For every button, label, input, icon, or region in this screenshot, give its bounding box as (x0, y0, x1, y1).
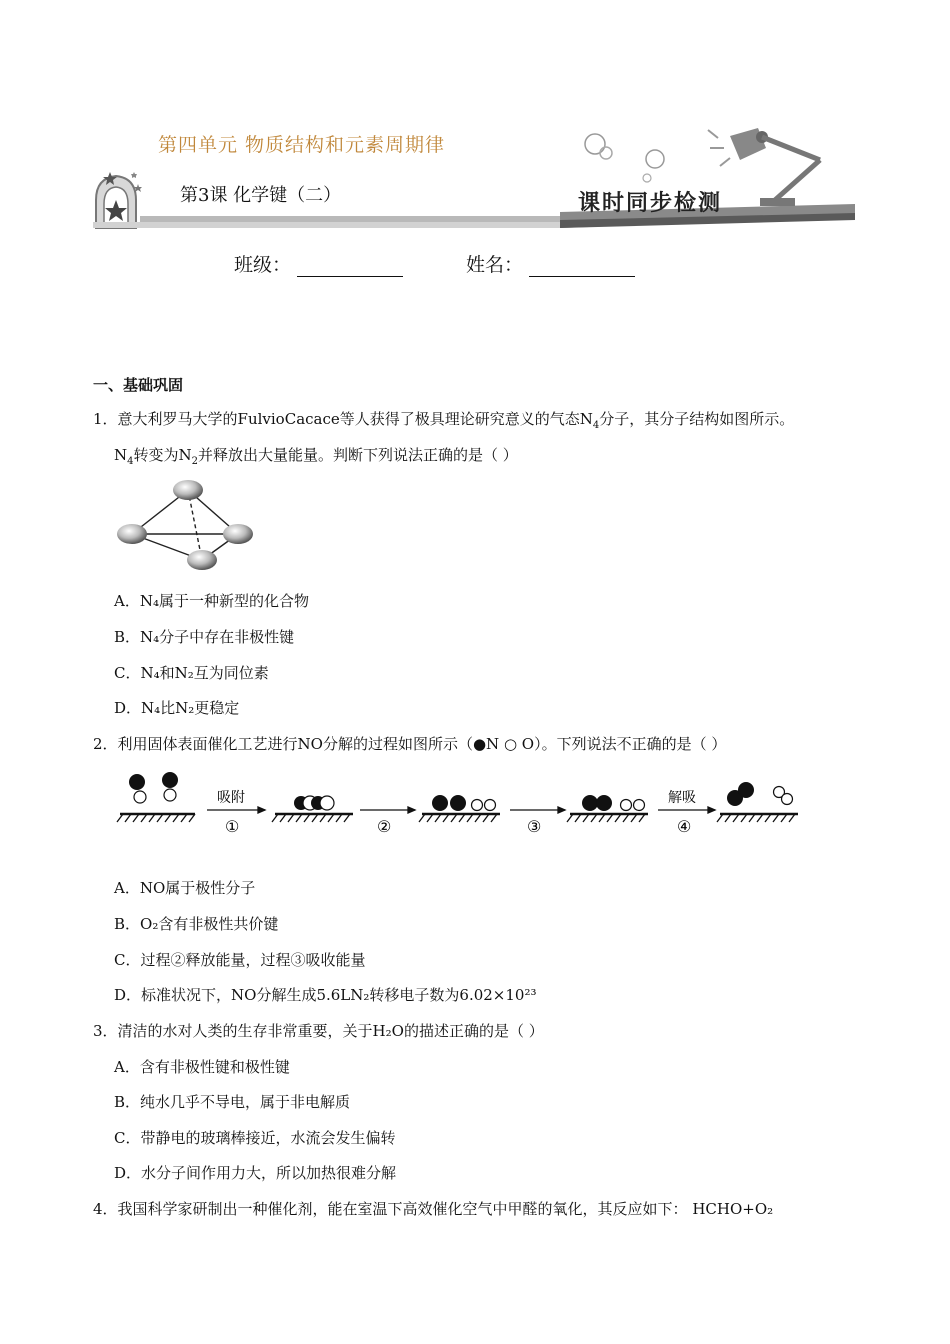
question-1-line2: $N_4$转变为$N_2$并释放出大量能量。判断下列说法正确的是（ ） (114, 446, 518, 467)
step-1-number: ① (225, 817, 240, 836)
q1-option-b[interactable]: B．N₄分子中存在非极性键 (114, 628, 295, 646)
n-atom (117, 524, 147, 544)
step-3-number: ③ (527, 817, 542, 836)
q2-option-d[interactable]: D．标准状况下，NO分解生成5.6LN₂转移电子数为6.02×10²³ (114, 986, 537, 1004)
class-field (234, 250, 403, 277)
step-4-number: ④ (677, 817, 692, 836)
step-4-label: 解吸 (668, 790, 696, 806)
question-2-stem: 2．利用固体表面催化工艺进行NO分解的过程如图所示（●N ○ O）。下列说法不正确的是（ ） (93, 735, 727, 753)
question-1-line1: 1．意大利罗马大学的FulvioCacace等人获得了极具理论研究意义的气态$N_4$分子，其分子结构如图所示。 (93, 410, 795, 431)
unit-title: 第四单元 物质结构和元素周期律 (158, 134, 446, 156)
q1-option-a[interactable]: A．N₄属于一种新型的化合物 (114, 592, 309, 610)
n-atom (173, 480, 203, 500)
step-2-number: ② (377, 817, 392, 836)
q3-option-d[interactable]: D．水分子间作用力大，所以加热很难分解 (114, 1164, 397, 1182)
star-emblem-icon (96, 172, 142, 228)
n-atom (223, 524, 253, 544)
desk-lamp-icon (708, 128, 820, 206)
n-atom (187, 550, 217, 570)
header-banner-art (90, 100, 860, 235)
name-label: 姓名： (466, 254, 524, 276)
section-title: 一、基础巩固 (93, 376, 184, 394)
no-decomposition-diagram (115, 768, 805, 838)
class-blank[interactable] (297, 258, 403, 277)
class-label: 班级： (234, 254, 292, 276)
lesson-title: 第3课 化学键（二） (180, 185, 342, 206)
bubble-icon (585, 134, 605, 154)
q3-option-b[interactable]: B．纯水几乎不导电，属于非电解质 (114, 1093, 351, 1111)
q2-option-b[interactable]: B．O₂含有非极性共价键 (114, 915, 279, 933)
name-blank[interactable] (529, 258, 635, 277)
name-field (466, 250, 635, 277)
step-1-label: 吸附 (217, 790, 245, 806)
q3-option-c[interactable]: C．带静电的玻璃棒接近，水流会发生偏转 (114, 1129, 396, 1147)
q1-option-c[interactable]: C．N₄和N₂互为同位素 (114, 664, 269, 682)
question-3-stem: 3．清洁的水对人类的生存非常重要，关于H₂O的描述正确的是（ ） (93, 1022, 544, 1040)
banner-label: 课时同步检测 (578, 190, 723, 216)
question-4-stem: 4．我国科学家研制出一种催化剂，能在室温下高效催化空气中甲醛的氧化，其反应如下： HCHO+O₂ (93, 1200, 774, 1218)
q2-option-c[interactable]: C．过程②释放能量，过程③吸收能量 (114, 951, 366, 969)
q3-option-a[interactable]: A．含有非极性键和极性键 (114, 1058, 290, 1076)
n4-molecule-diagram (110, 476, 260, 576)
q1-option-d[interactable]: D．N₄比N₂更稳定 (114, 699, 240, 717)
q2-option-a[interactable]: A．NO属于极性分子 (114, 879, 256, 897)
